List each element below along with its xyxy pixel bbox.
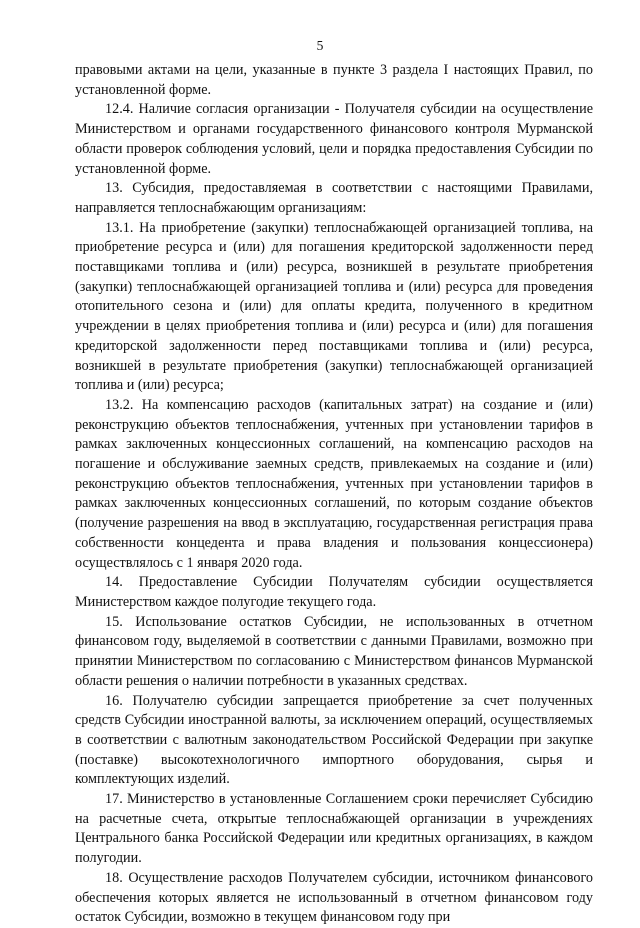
paragraph-13: 13. Субсидия, предоставляемая в соответствии с настоящими Правилами, направляется теплоснабжающим организациям: <box>75 180 593 216</box>
paragraph-14: 14. Предоставление Субсидии Получателям субсидии осуществляется Министерством каждое полугодие текущего года. <box>75 574 593 610</box>
paragraph-16: 16. Получателю субсидии запрещается приобретение за счет полученных средств Субсидии иностранной валюты, за исключением операций, осуществляемых в соответствии с валютным законодательством Российской Федерации при закупке (поставке) высокотехнологичного импортного оборудования, сырья и комплектующих изделий. <box>75 692 593 788</box>
paragraph-18: 18. Осуществление расходов Получателем субсидии, источником финансового обеспечения которых является не использованный в отчетном финансовом году остаток Субсидии, возможно в текущем финансовом году при <box>75 869 593 926</box>
paragraph-continuation: правовыми актами на цели, указанные в пункте 3 раздела I настоящих Правил, по установленной форме. <box>75 62 593 98</box>
paragraph-12-4: 12.4. Наличие согласия организации - Получателя субсидии на осуществление Министерством и органами государственного финансового контроля Мурманской области проверок соблюдения условий, цели и порядка предоставления Субсидии по установленной форме. <box>75 101 593 177</box>
document-body <box>75 61 593 928</box>
paragraph-15: 15. Использование остатков Субсидии, не использованных в отчетном финансовом году, выделяемой в соответствии с данными Правилами, возможно при принятии Министерством по согласованию с Министерством финансов Мурманской области решения о наличии потребности в указанных средствах. <box>75 613 593 689</box>
paragraph-17: 17. Министерство в установленные Соглашением сроки перечисляет Субсидию на расчетные счета, открытые теплоснабжающей организации в учреждениях Центрального банка Российской Федерации или кредитных организациях, в каждом полугодии. <box>75 791 593 867</box>
page-number: 5 <box>316 38 324 53</box>
paragraph-13-2: 13.2. На компенсацию расходов (капитальных затрат) на создание и (или) реконструкцию объектов теплоснабжения, учтенных при установлении тарифов в рамках заключенных концессионных соглашений, на компенсацию расходов на погашение и обслуживание заемных средств, привлекаемых на создание и (или) реконструкцию объектов теплоснабжения, учтенных при установлении тарифов в рамках заключенных концессионных соглашений, по которым создание объектов (получение разрешения на ввод в эксплуатацию, государственная регистрация права собственности концедента и права владения и пользования концессионера) осуществлялось с 1 января 2020 года. <box>75 396 593 571</box>
paragraph-13-1: 13.1. На приобретение (закупки) теплоснабжающей организацией топлива, на приобретение ресурса и (или) для погашения кредиторской задолженности перед поставщиками топлива и (или) ресурса, возникшей в результате приобретения (закупки) теплоснабжающей организацией топлива и (или) ресурса для проведения отопительного сезона и (или) для оплаты кредита, полученного в кредитном учреждении в целях приобретения топлива и (или) ресурса и (или) для погашения кредиторской задолженности перед поставщиками топлива и (или) ресурса, возникшей в результате приобретения (закупки) теплоснабжающей организацией топлива и (или) ресурса; <box>75 219 593 394</box>
